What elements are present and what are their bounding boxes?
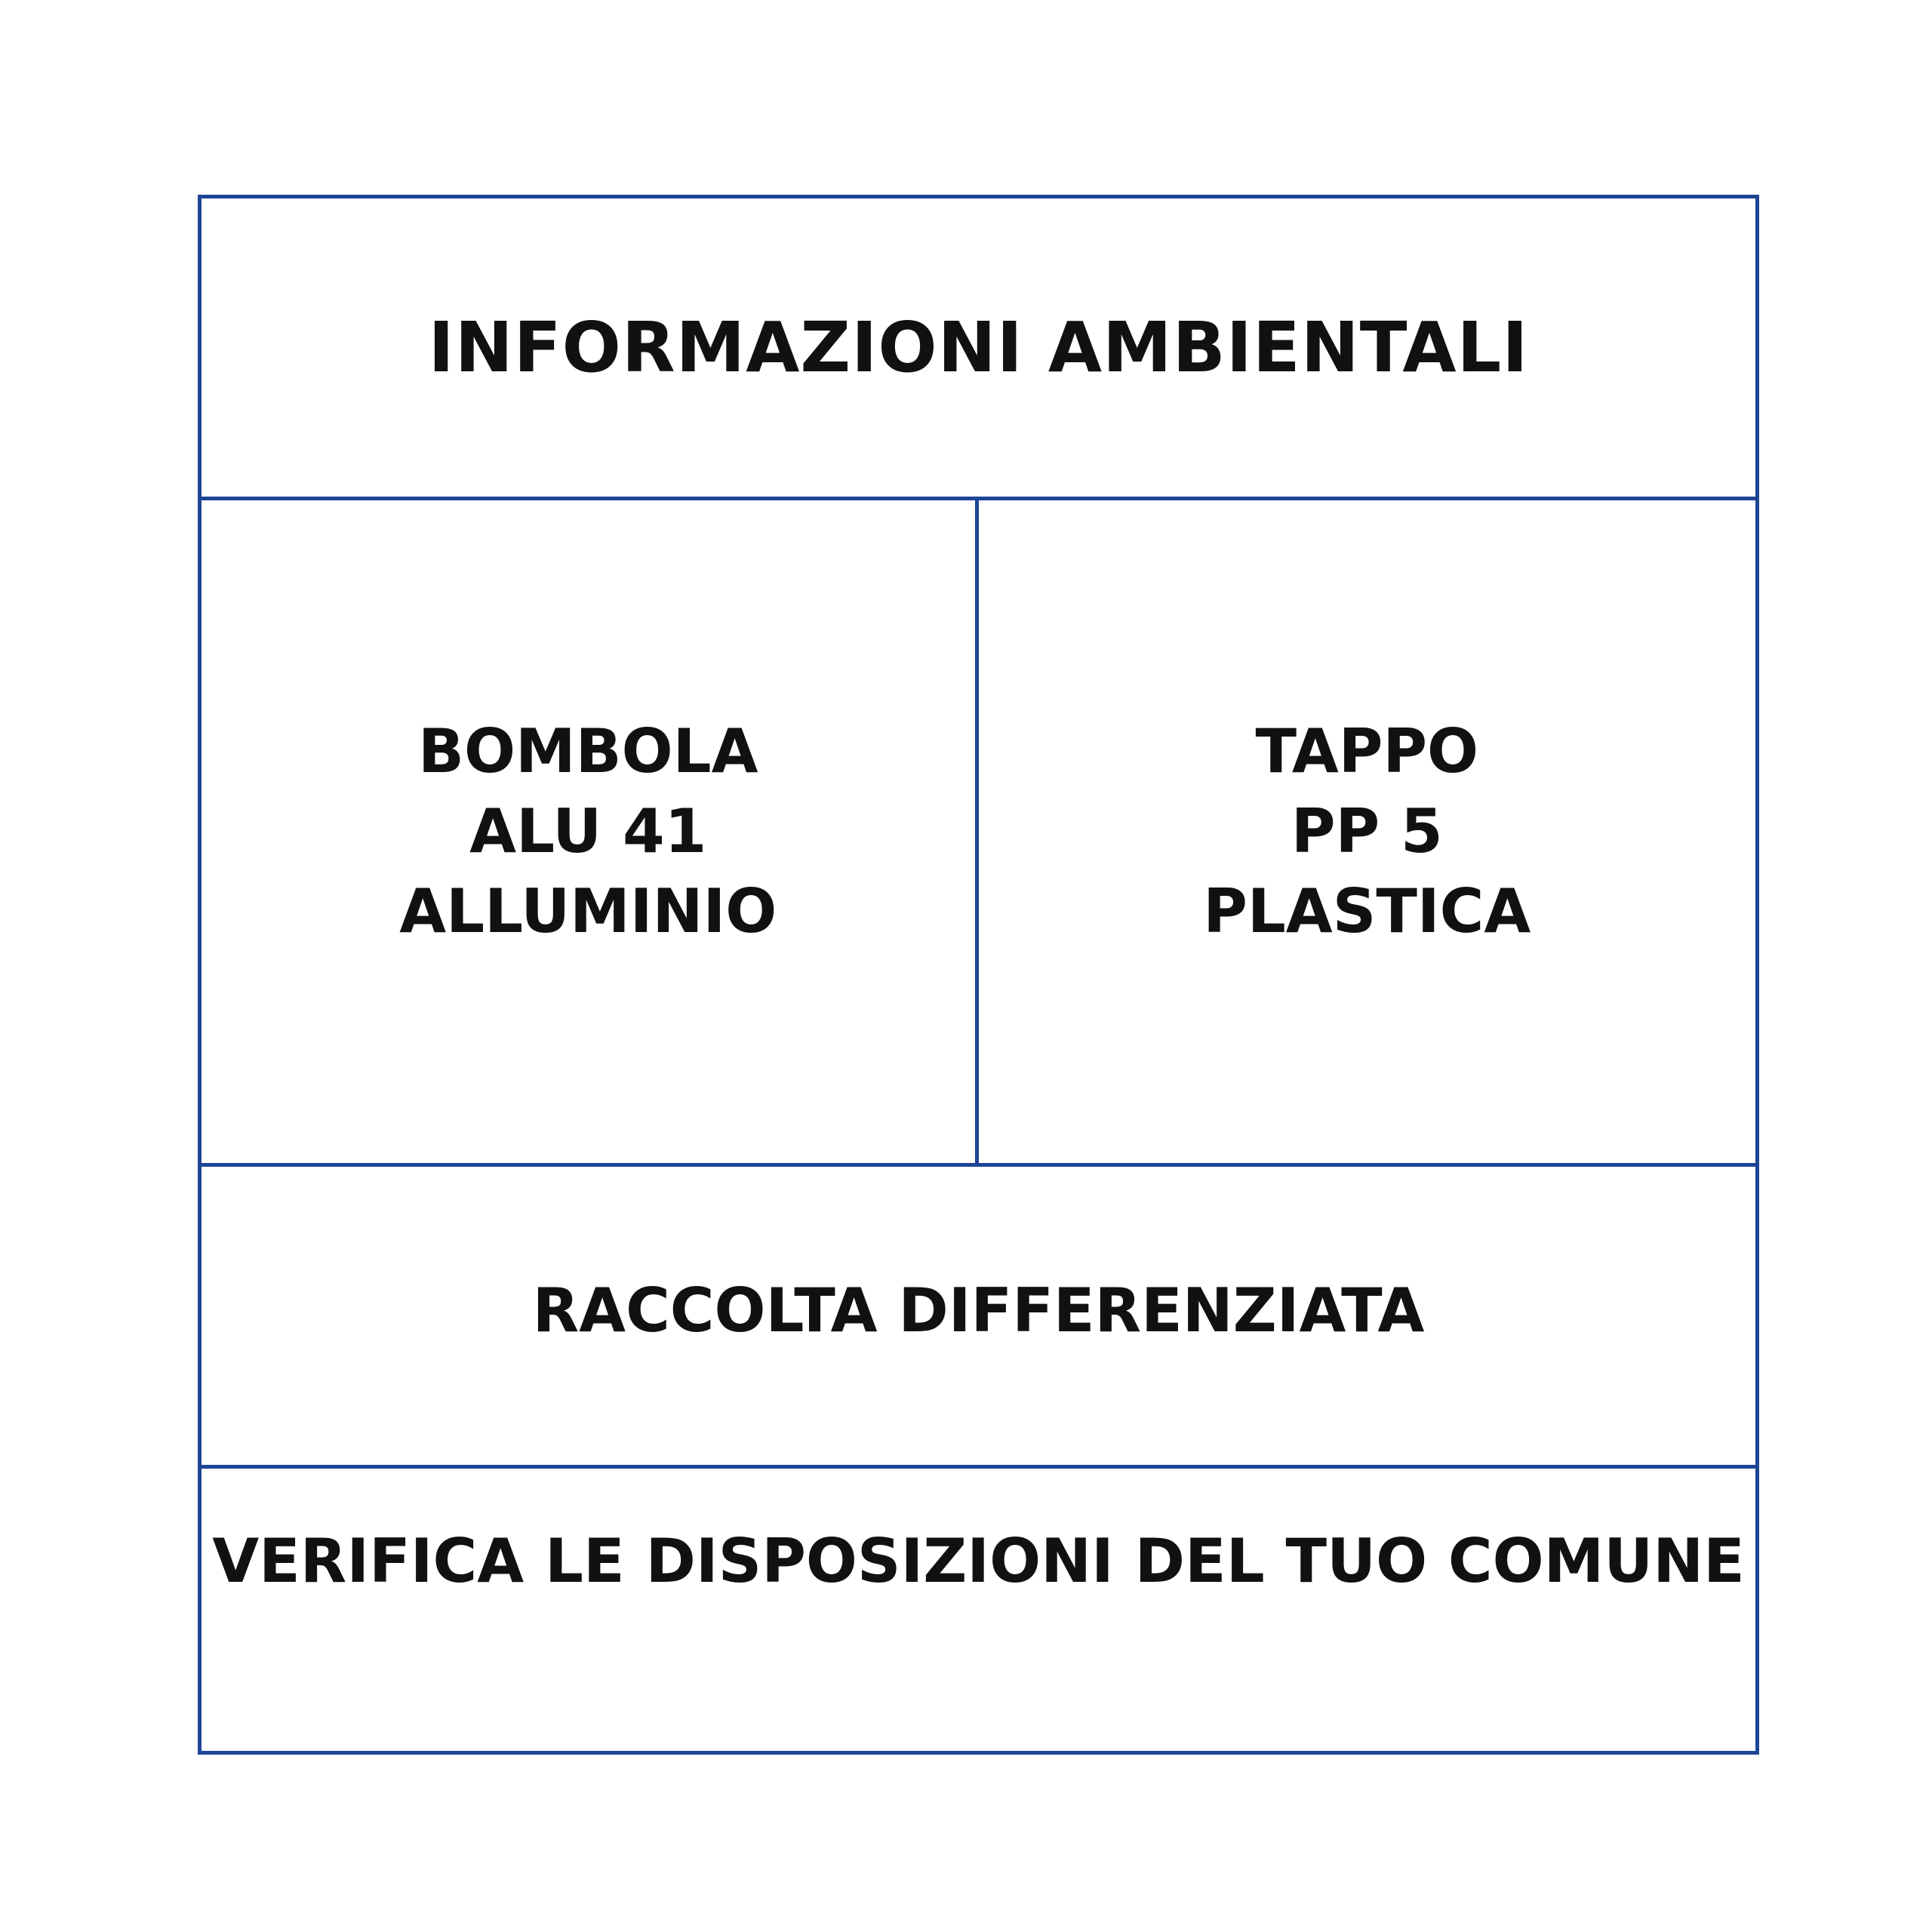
collection-instruction: RACCOLTA DIFFERENZIATA — [202, 1167, 1755, 1469]
component-bombola — [202, 500, 979, 1167]
component-tappo — [979, 500, 1756, 1167]
component-code: ALU 41 — [469, 796, 707, 866]
environmental-info-label — [198, 195, 1759, 1755]
component-name: BOMBOLA — [418, 716, 758, 786]
label-title: INFORMAZIONI AMBIENTALI — [202, 198, 1755, 500]
component-material: ALLUMINIO — [399, 876, 777, 946]
component-code: PP 5 — [1291, 796, 1443, 866]
municipal-notice: VERIFICA LE DISPOSIZIONI DEL TUO COMUNE — [212, 1525, 1745, 1596]
component-material: PLASTICA — [1203, 876, 1531, 946]
component-name: TAPPO — [1255, 716, 1479, 786]
